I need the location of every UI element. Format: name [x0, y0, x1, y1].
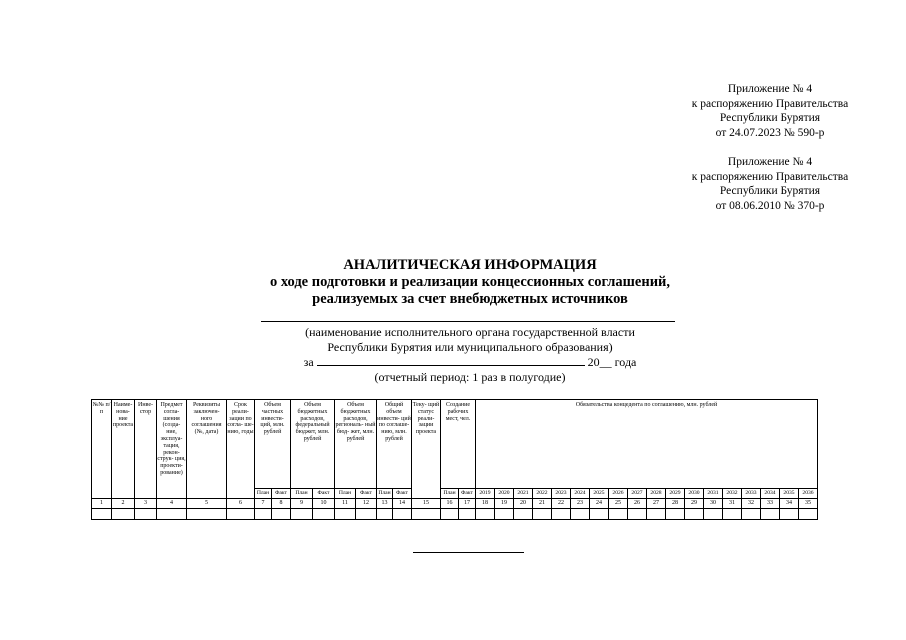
year-subheader: 2028	[647, 489, 666, 499]
appendix-block-current	[660, 82, 880, 140]
header-cell: Инве- стор	[135, 400, 157, 499]
table-cell	[135, 509, 157, 520]
column-number-cell: 34	[780, 499, 799, 509]
table-cell	[571, 509, 590, 520]
header-cell: Теку- щий статус реали- зации проекта	[412, 400, 441, 499]
column-number-cell: 7	[255, 499, 272, 509]
period-blank	[317, 365, 585, 366]
period-note: (отчетный период: 1 раз в полугодие)	[374, 370, 566, 384]
column-number-cell: 24	[590, 499, 609, 509]
fact-subheader: Факт	[313, 489, 335, 499]
table-row	[92, 509, 818, 520]
table-cell	[590, 509, 609, 520]
appendix-line: Приложение № 4	[727, 83, 813, 95]
table-cell	[533, 509, 552, 520]
table-column-number-row	[92, 499, 818, 509]
plan-subheader: План	[291, 489, 313, 499]
year-subheader: 2024	[571, 489, 590, 499]
organ-name-blank-line	[261, 321, 675, 322]
year-subheader: 2029	[666, 489, 685, 499]
table-cell	[272, 509, 291, 520]
column-number-cell: 21	[533, 499, 552, 509]
plan-subheader: План	[255, 489, 272, 499]
table-cell	[255, 509, 272, 520]
analytics-table	[91, 399, 818, 520]
table-cell	[335, 509, 356, 520]
column-number-cell: 13	[377, 499, 393, 509]
column-number-cell: 28	[666, 499, 685, 509]
year-subheader: 2036	[799, 489, 818, 499]
column-number-cell: 22	[552, 499, 571, 509]
header-cell: Предмет согла- шения (созда- ние, эксплуа- тация, рекон- струк- ция, проекти- рование)	[157, 400, 187, 499]
year-subheader: 2023	[552, 489, 571, 499]
organ-caption	[180, 325, 760, 355]
header-cell: Создание рабочих мест, чел.	[441, 400, 476, 489]
table-cell	[685, 509, 704, 520]
column-number-cell: 6	[227, 499, 255, 509]
organ-caption-line-1: (наименование исполнительного органа государственной власти	[305, 325, 635, 339]
column-number-cell: 11	[335, 499, 356, 509]
year-subheader: 2026	[609, 489, 628, 499]
plan-subheader: План	[377, 489, 393, 499]
table-cell	[647, 509, 666, 520]
header-cell: Срок реали- зации по согла- ше- нию, годы	[227, 400, 255, 499]
year-subheader: 2027	[628, 489, 647, 499]
table-cell	[761, 509, 780, 520]
year-subheader: 2021	[514, 489, 533, 499]
column-number-cell: 5	[187, 499, 227, 509]
table-cell	[799, 509, 818, 520]
table-cell	[92, 509, 112, 520]
document-title	[180, 257, 760, 308]
table-cell	[780, 509, 799, 520]
appendix-line: Республики Бурятия	[719, 112, 821, 124]
title-line-3: реализуемых за счет внебюджетных источников	[312, 291, 628, 307]
year-subheader: 2019	[476, 489, 495, 499]
fact-subheader: Факт	[356, 489, 377, 499]
table-cell	[356, 509, 377, 520]
year-subheader: 2035	[780, 489, 799, 499]
column-number-cell: 8	[272, 499, 291, 509]
column-number-cell: 12	[356, 499, 377, 509]
table-cell	[441, 509, 459, 520]
table-cell	[227, 509, 255, 520]
column-number-cell: 18	[476, 499, 495, 509]
column-number-cell: 32	[742, 499, 761, 509]
header-cell: Реквизиты заключен- ного соглашения (№, дата)	[187, 400, 227, 499]
table-cell	[666, 509, 685, 520]
table-cell	[552, 509, 571, 520]
appendix-line: к распоряжению Правительства	[691, 170, 849, 183]
column-number-cell: 3	[135, 499, 157, 509]
column-number-cell: 1	[92, 499, 112, 509]
table-cell	[377, 509, 393, 520]
table-cell	[742, 509, 761, 520]
period-prefix: за	[303, 355, 314, 369]
title-line-2: о ходе подготовки и реализации концессионных соглашений,	[269, 274, 671, 290]
appendix-line: Приложение № 4	[727, 156, 813, 168]
plan-subheader: План	[335, 489, 356, 499]
title-line-1: АНАЛИТИЧЕСКАЯ ИНФОРМАЦИЯ	[343, 257, 597, 273]
fact-subheader: Факт	[459, 489, 476, 499]
table-cell	[628, 509, 647, 520]
column-number-cell: 16	[441, 499, 459, 509]
column-number-cell: 27	[647, 499, 666, 509]
fact-subheader: Факт	[393, 489, 412, 499]
year-subheader: 2033	[742, 489, 761, 499]
column-number-cell: 17	[459, 499, 476, 509]
year-subheader: 2031	[704, 489, 723, 499]
header-cell: Объем бюджетных расходов, федеральный бюджет, млн. рублей	[291, 400, 335, 489]
table-cell	[112, 509, 135, 520]
reporting-period	[180, 355, 760, 385]
footer-separator-line	[413, 552, 524, 553]
table-cell	[291, 509, 313, 520]
appendix-line: от 08.06.2010 № 370-р	[715, 199, 825, 212]
table-cell	[187, 509, 227, 520]
table-cell	[393, 509, 412, 520]
table-cell	[704, 509, 723, 520]
appendix-block-original	[660, 155, 880, 213]
year-subheader: 2025	[590, 489, 609, 499]
table-cell	[723, 509, 742, 520]
table-cell	[609, 509, 628, 520]
header-cell: Объем частных инвести- ций, млн. рублей	[255, 400, 291, 489]
table-cell	[412, 509, 441, 520]
column-number-cell: 31	[723, 499, 742, 509]
year-subheader: 2030	[685, 489, 704, 499]
year-subheader: 2022	[533, 489, 552, 499]
column-number-cell: 9	[291, 499, 313, 509]
column-number-cell: 10	[313, 499, 335, 509]
column-number-cell: 19	[495, 499, 514, 509]
column-number-cell: 30	[704, 499, 723, 509]
year-subheader: 2020	[495, 489, 514, 499]
column-number-cell: 15	[412, 499, 441, 509]
column-number-cell: 33	[761, 499, 780, 509]
fact-subheader: Факт	[272, 489, 291, 499]
appendix-line: Республики Бурятия	[719, 185, 821, 197]
column-number-cell: 35	[799, 499, 818, 509]
header-cell: №№ п/п	[92, 400, 112, 499]
appendix-line: от 24.07.2023 № 590-р	[715, 126, 825, 139]
plan-subheader: План	[441, 489, 459, 499]
period-suffix: 20__ года	[587, 355, 637, 369]
column-number-cell: 29	[685, 499, 704, 509]
column-number-cell: 20	[514, 499, 533, 509]
column-number-cell: 14	[393, 499, 412, 509]
table-cell	[157, 509, 187, 520]
column-number-cell: 25	[609, 499, 628, 509]
organ-caption-line-2: Республики Бурятия или муниципального образования)	[327, 340, 613, 354]
header-cell: Наиме- нова- ние проекта	[112, 400, 135, 499]
column-number-cell: 4	[157, 499, 187, 509]
table-cell	[313, 509, 335, 520]
appendix-line: к распоряжению Правительства	[691, 97, 849, 110]
header-cell: Общий объем инвести- ций по соглаше- нию, млн. рублей	[377, 400, 412, 489]
column-number-cell: 2	[112, 499, 135, 509]
column-number-cell: 23	[571, 499, 590, 509]
header-cell: Объем бюджетных расходов, региональ- ный бюд- жет, млн. рублей	[335, 400, 377, 489]
table-header-row	[92, 400, 818, 489]
table-cell	[459, 509, 476, 520]
year-subheader: 2034	[761, 489, 780, 499]
table-cell	[476, 509, 495, 520]
header-cell: Обязательства концедента по соглашению, млн. рублей	[476, 400, 818, 489]
table-cell	[514, 509, 533, 520]
year-subheader: 2032	[723, 489, 742, 499]
table-cell	[495, 509, 514, 520]
column-number-cell: 26	[628, 499, 647, 509]
